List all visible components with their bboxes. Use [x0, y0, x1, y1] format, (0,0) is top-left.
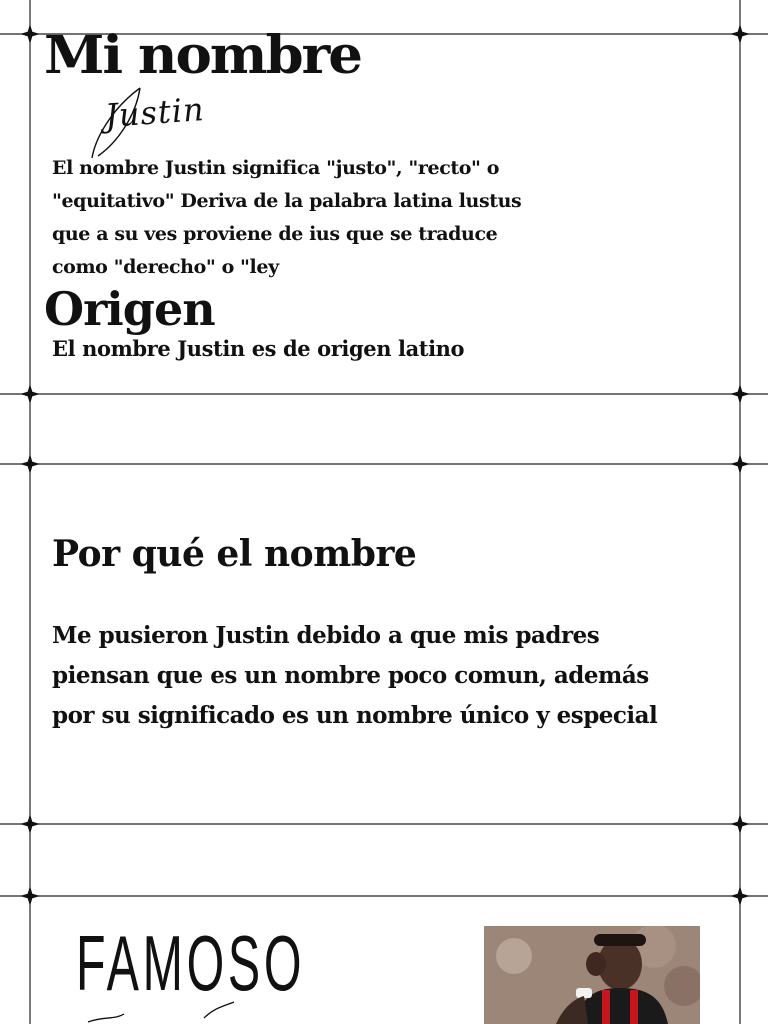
paragraph-line: que a su ves proviene de ius que se traduce — [52, 223, 498, 245]
famous-person-photo — [484, 926, 700, 1024]
origin-title: Origen — [44, 282, 215, 336]
origin-text: El nombre Justin es de origen latino — [52, 336, 465, 361]
why-title: Por qué el nombre — [52, 533, 417, 575]
signature-text: Justin — [103, 90, 206, 135]
why-text: Me pusieron Justin debido a que mis padres piensan que es un nombre poco comun, además por su significado es un nombre único y especial — [52, 622, 658, 729]
name-meaning-paragraph — [52, 152, 552, 284]
famous-title: FAMOSO — [76, 919, 306, 1007]
paragraph-line: "equitativo" Deriva de la palabra latina lustus — [52, 190, 522, 212]
cursive-decoration — [84, 1000, 244, 1024]
name-title: Mi nombre — [44, 25, 361, 86]
paragraph-line: El nombre Justin significa "justo", "recto" o — [52, 157, 500, 179]
paragraph-line: como "derecho" o "ley — [52, 256, 279, 278]
